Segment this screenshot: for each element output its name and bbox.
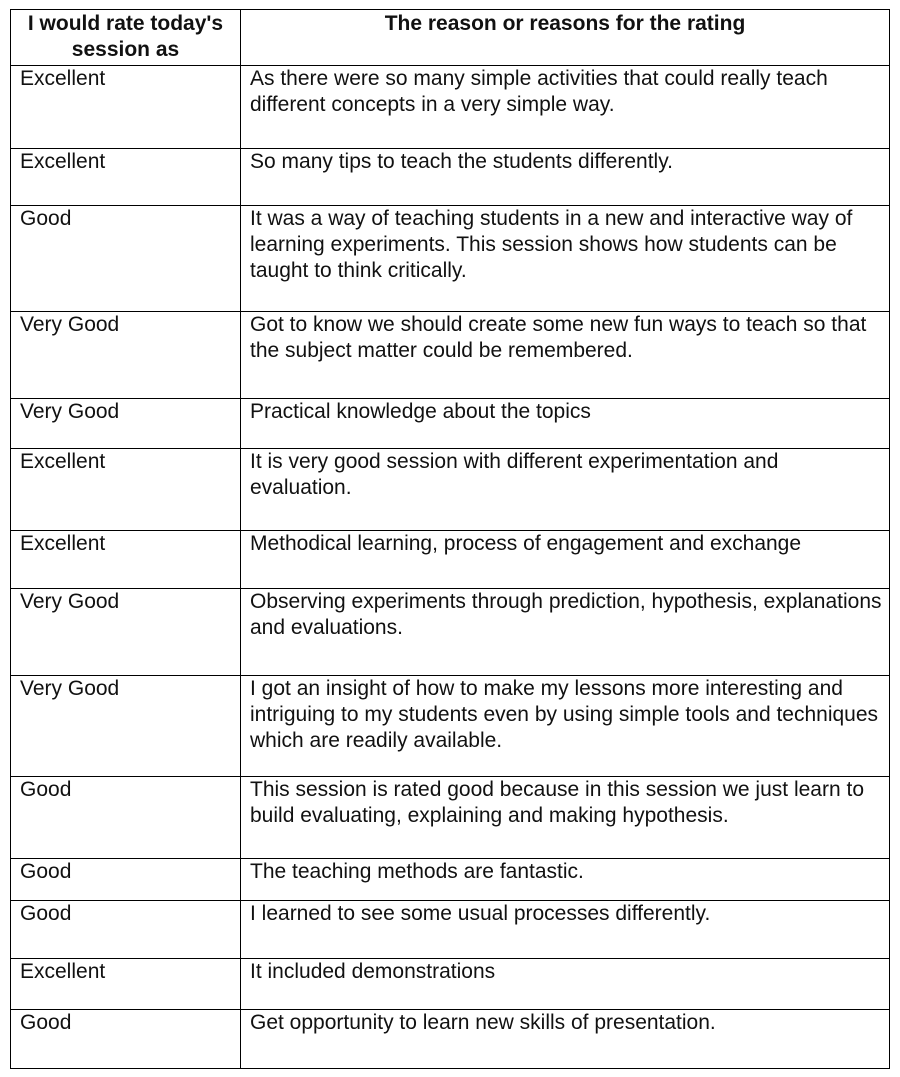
table-row (11, 206, 890, 312)
table-row (11, 777, 890, 859)
rating-cell: Excellent (11, 959, 241, 1010)
rating-cell: Good (11, 777, 241, 859)
rating-cell: Good (11, 206, 241, 312)
reason-cell: As there were so many simple activities that could really teach different concepts in a very simple way. (241, 66, 890, 149)
rating-cell: Excellent (11, 449, 241, 531)
table-header (11, 10, 890, 66)
rating-cell: Very Good (11, 589, 241, 676)
rating-cell: Excellent (11, 531, 241, 589)
rating-cell: Good (11, 1010, 241, 1069)
reason-cell: So many tips to teach the students differently. (241, 149, 890, 206)
reason-cell: This session is rated good because in this session we just learn to build evaluating, explaining and making hypothesis. (241, 777, 890, 859)
reason-cell: It included demonstrations (241, 959, 890, 1010)
reason-cell: Got to know we should create some new fun ways to teach so that the subject matter could be remembered. (241, 312, 890, 399)
table-row (11, 859, 890, 901)
table-row (11, 589, 890, 676)
table-row (11, 676, 890, 777)
reason-cell: Observing experiments through prediction, hypothesis, explanations and evaluations. (241, 589, 890, 676)
rating-column-header: I would rate today's session as (11, 10, 241, 66)
table-row (11, 312, 890, 399)
table-row (11, 901, 890, 959)
rating-cell: Excellent (11, 149, 241, 206)
session-feedback-table (10, 9, 890, 1069)
rating-cell: Very Good (11, 676, 241, 777)
reason-cell: Get opportunity to learn new skills of presentation. (241, 1010, 890, 1069)
table-row (11, 149, 890, 206)
reason-cell: I learned to see some usual processes differently. (241, 901, 890, 959)
table-row (11, 959, 890, 1010)
table-row (11, 1010, 890, 1069)
reason-cell: It is very good session with different experimentation and evaluation. (241, 449, 890, 531)
reason-cell: The teaching methods are fantastic. (241, 859, 890, 901)
table-row (11, 531, 890, 589)
header-row (11, 10, 890, 66)
reason-cell: Methodical learning, process of engagement and exchange (241, 531, 890, 589)
reason-column-header: The reason or reasons for the rating (241, 10, 890, 66)
table-row (11, 449, 890, 531)
rating-cell: Very Good (11, 312, 241, 399)
rating-cell: Good (11, 901, 241, 959)
rating-cell: Very Good (11, 399, 241, 449)
reason-cell: I got an insight of how to make my lessons more interesting and intriguing to my students even by using simple tools and techniques which are readily available. (241, 676, 890, 777)
rating-cell: Excellent (11, 66, 241, 149)
reason-cell: Practical knowledge about the topics (241, 399, 890, 449)
reason-cell: It was a way of teaching students in a new and interactive way of learning experiments. This session shows how students can be taught to think critically. (241, 206, 890, 312)
table-row (11, 66, 890, 149)
table-row (11, 399, 890, 449)
table-body (11, 66, 890, 1069)
rating-cell: Good (11, 859, 241, 901)
